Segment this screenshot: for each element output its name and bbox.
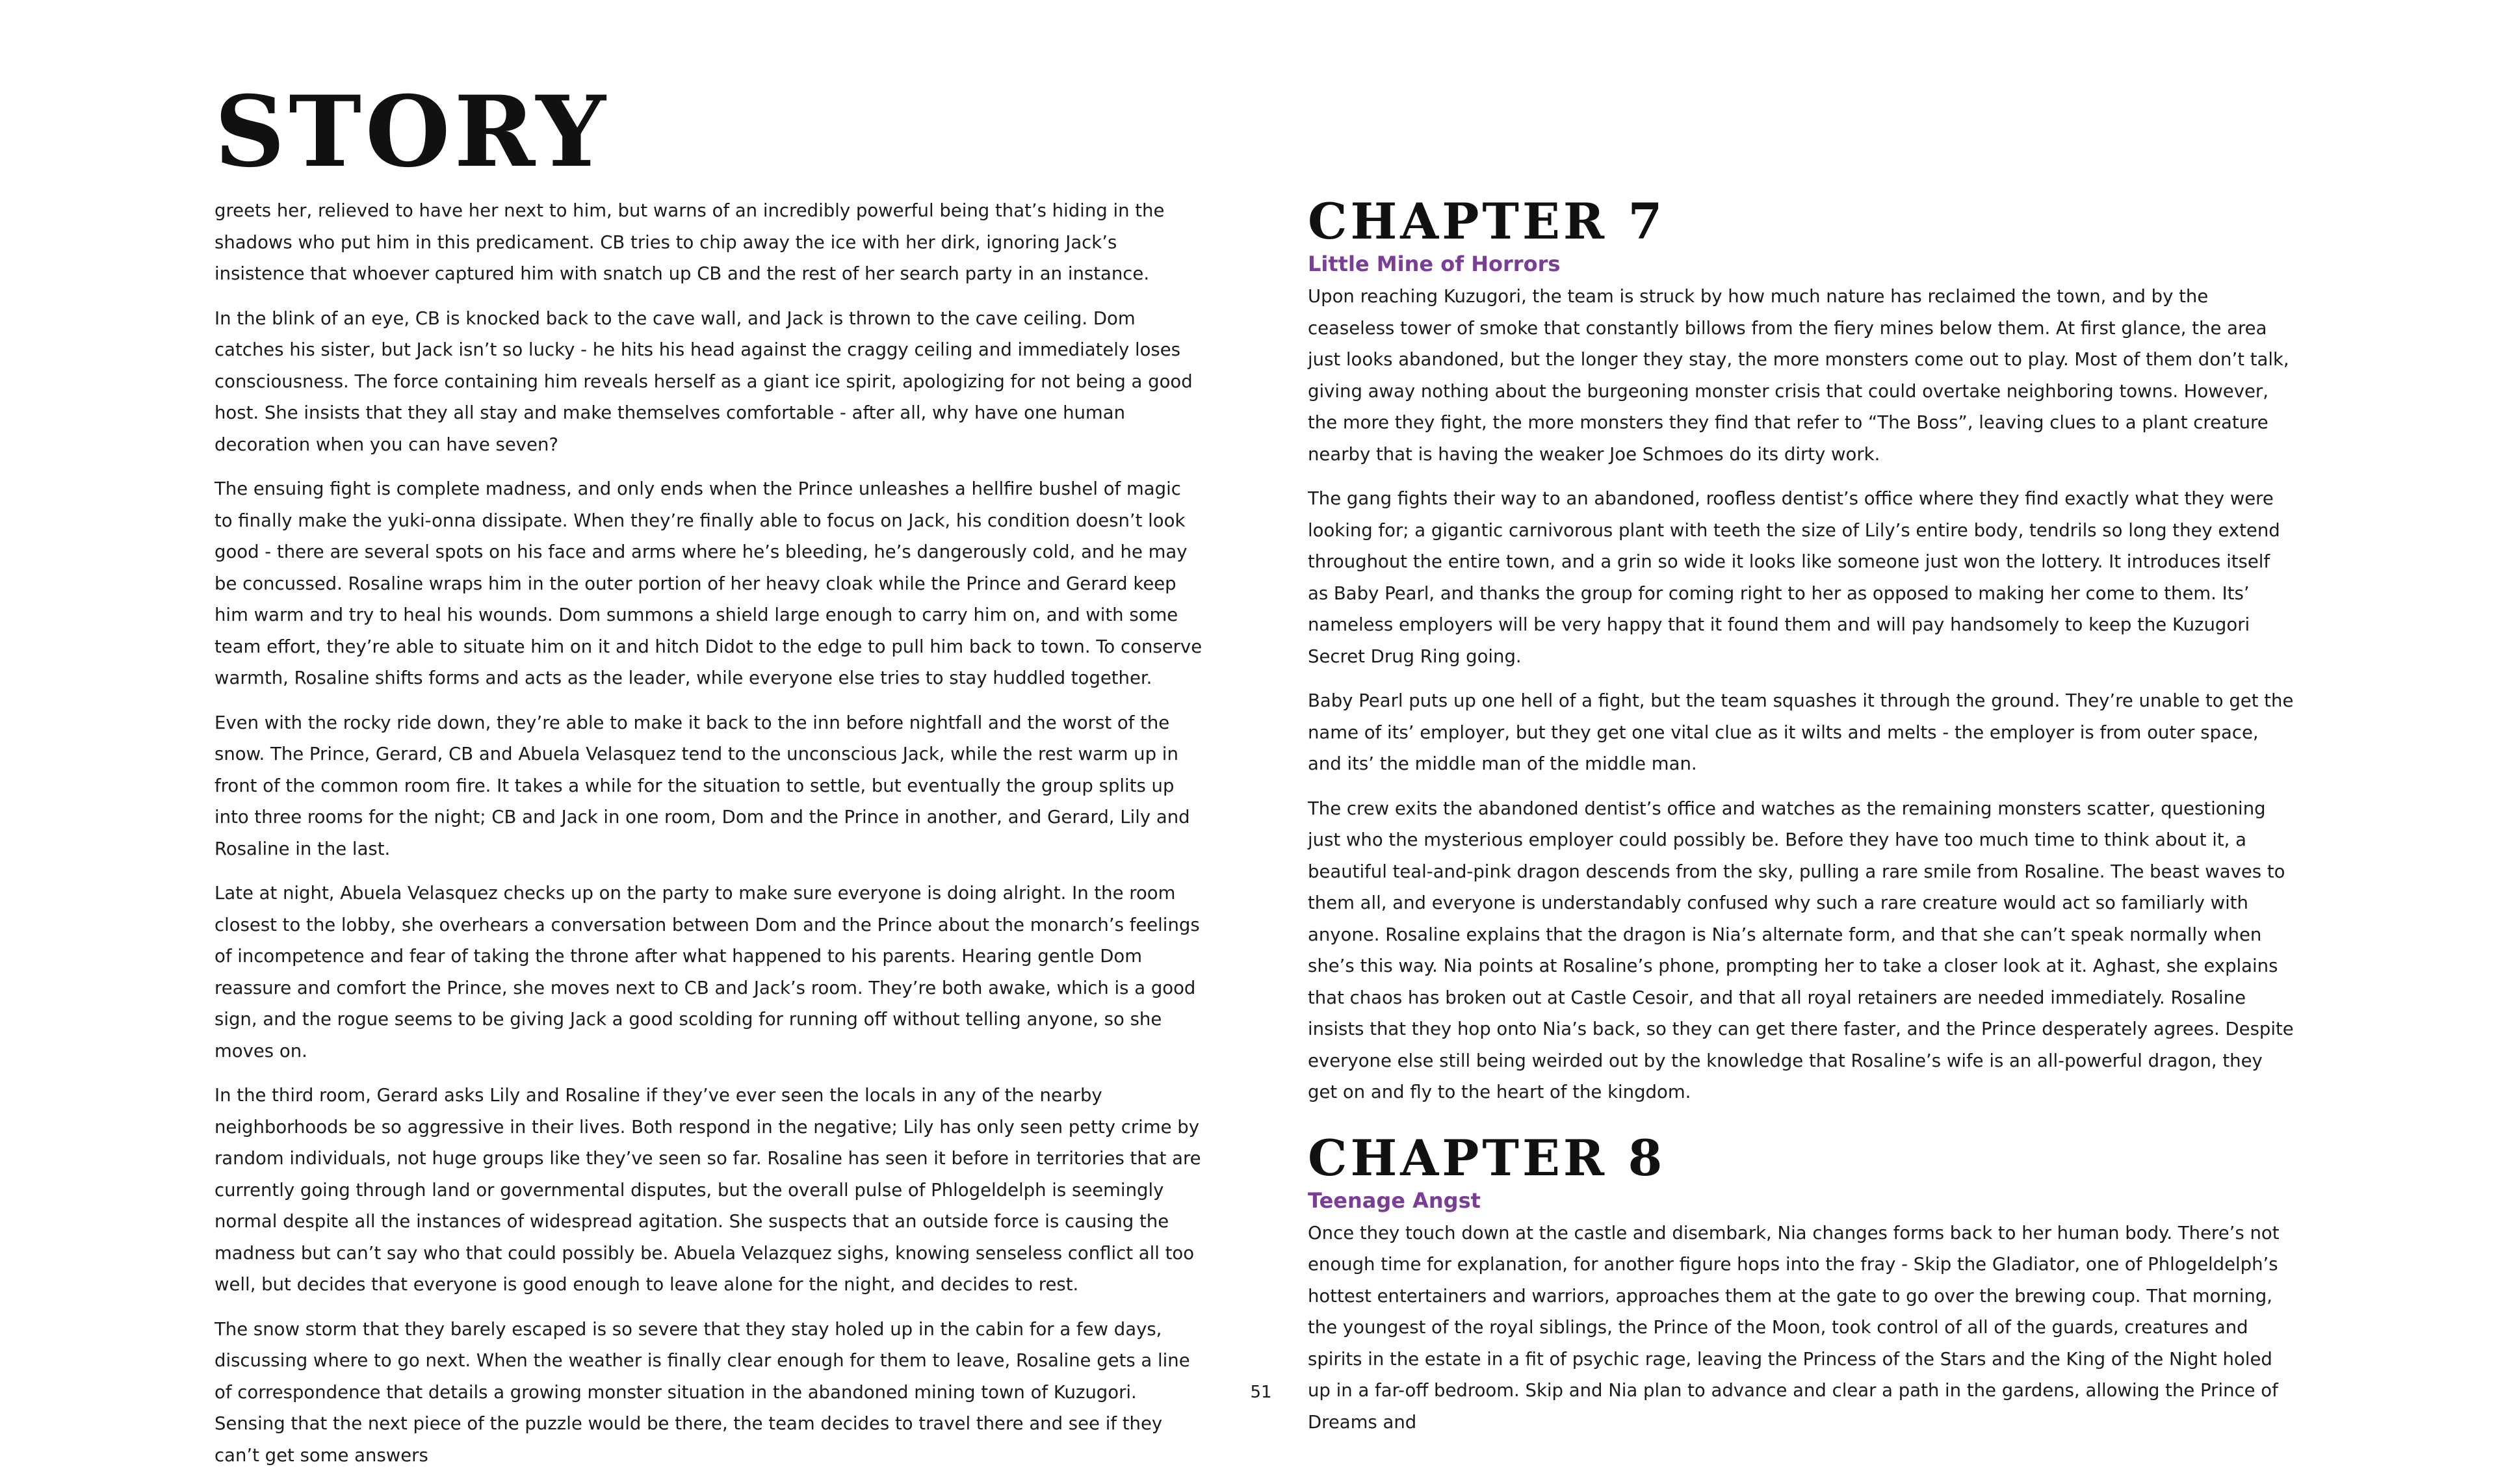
left-column <box>214 195 1202 1484</box>
page-title: STORY <box>214 75 610 189</box>
body-paragraph: Baby Pearl puts up one hell of a fight, but the team squashes it through the ground. They’re unable to get the name of its’ employer, but they get one vital clue as it wilts and melts - the employer is from outer space, and its’ the middle man of the middle man. <box>1308 690 2294 774</box>
chapter-subtitle: Little Mine of Horrors <box>1308 252 1561 276</box>
chapter-8-section <box>1308 1128 2296 1438</box>
body-paragraph: greets her, relieved to have her next to him, but warns of an incredibly powerful being that’s hiding in the shadows who put him in this predicament. CB tries to chip away the ice with her dirk, ignoring Jack’s insistence that whoever captured him with snatch up CB and the rest of her search party in an instance. <box>214 200 1165 284</box>
right-column <box>1308 192 2296 1451</box>
body-paragraph: The gang fights their way to an abandoned, roofless dentist’s office where they find exactly what they were looking for; a gigantic carnivorous plant with teeth the size of Lily’s entire body, tendrils so long they extend throughout the entire town, and a grin so wide it looks like someone just won the lottery. It introduces itself as Baby Pearl, and thanks the group for coming right to her as opposed to making her come to them. Its’ nameless employers will be very happy that it found them and will pay handsomely to keep the Kuzugori Secret Drug Ring going. <box>1308 488 2280 667</box>
body-paragraph: Once they touch down at the castle and disembark, Nia changes forms back to her human body. There’s not enough time for explanation, for another figure hops into the fray - Skip the Gladiator, one of Phlogeldelph’s hottest entertainers and warriors, approaches them at the gate to go over the brewing coup. That morning, the youngest of the royal siblings, the Prince of the Moon, took control of all of the guards, creatures and spirits in the estate in a fit of psychic rage, leaving the Princess of the Stars and the King of the Night holed up in a far-off bedroom. Skip and Nia plan to advance and clear a path in the gardens, allowing the Prince of Dreams and <box>1308 1222 2280 1433</box>
chapter-7-section <box>1308 192 2296 1108</box>
body-paragraph: The snow storm that they barely escaped is so severe that they stay holed up in the cabin for a few days, discussing where to go next. When the weather is finally clear enough for them to leave, Rosaline gets a line of correspondence that details a growing monster situation in the abandoned mining town of Kuzugori. Sensing that the next piece of the puzzle would be there, the team decides to travel there and see if they can’t get some answers <box>214 1318 1190 1466</box>
chapter-heading: CHAPTER 8 <box>1308 1128 1666 1187</box>
body-paragraph: The ensuing fight is complete madness, and only ends when the Prince unleashes a hellfire bushel of magic to finally make the yuki-onna dissipate. When they’re finally able to focus on Jack, his condition doesn’t look good - there are several spots on his face and arms where he’s bleeding, he’s dangerously cold, and he may be concussed. Rosaline wraps him in the outer portion of her heavy cloak while the Prince and Gerard keep him warm and try to heal his wounds. Dom summons a shield large enough to carry him on, and with some team effort, they’re able to situate him on it and hitch Didot to the edge to pull him back to town. To conserve warmth, Rosaline shifts forms and acts as the leader, while everyone else tries to stay huddled together. <box>214 478 1202 688</box>
chapter-subtitle: Teenage Angst <box>1308 1188 1481 1213</box>
body-paragraph: Late at night, Abuela Velasquez checks up on the party to make sure everyone is doing alright. In the room closest to the lobby, she overhears a conversation between Dom and the Prince about the monarch’s feelings of incompetence and fear of taking the throne after what happened to his parents. Hearing gentle Dom reassure and comfort the Prince, she moves next to CB and Jack’s room. They’re both awake, which is a good sign, and the rogue seems to be giving Jack a good scolding for running off without telling anyone, so she moves on. <box>214 883 1200 1061</box>
body-paragraph: Upon reaching Kuzugori, the team is struck by how much nature has reclaimed the town, and by the ceaseless tower of smoke that constantly billows from the fiery mines below them. At first glance, the area just looks abandoned, but the longer they stay, the more monsters come out to play. Most of them don’t talk, giving away nothing about the burgeoning monster crisis that could overtake neighboring towns. However, the more they fight, the more monsters they find that refer to “The Boss”, leaving clues to a plant creature nearby that is having the weaker Joe Schmoes do its dirty work. <box>1308 286 2289 465</box>
body-paragraph: Even with the rocky ride down, they’re able to make it back to the inn before nightfall and the worst of the snow. The Prince, Gerard, CB and Abuela Velasquez tend to the unconscious Jack, while the rest warm up in front of the common room fire. It takes a while for the situation to settle, but eventually the group splits up into three rooms for the night; CB and Jack in one room, Dom and the Prince in another, and Gerard, Lily and Rosaline in the last. <box>214 712 1190 859</box>
body-paragraph: In the blink of an eye, CB is knocked back to the cave wall, and Jack is thrown to the cave ceiling. Dom catches his sister, but Jack isn’t so lucky - he hits his head against the craggy ceiling and immediately loses consciousness. The force containing him reveals herself as a giant ice spirit, apologizing for not being a good host. She insists that they all stay and make themselves comfortable - after all, why have one human decoration when you can have seven? <box>214 307 1193 455</box>
chapter-heading: CHAPTER 7 <box>1308 192 1666 250</box>
page-number: 51 <box>1250 1383 1272 1402</box>
body-paragraph: In the third room, Gerard asks Lily and Rosaline if they’ve ever seen the locals in any of the nearby neighborhoods be so aggressive in their lives. Both respond in the negative; Lily has only seen petty crime by random individuals, not huge groups like they’ve seen so far. Rosaline has seen it before in territories that are currently going through land or governmental disputes, but the overall pulse of Phlogeldelph is seemingly normal despite all the instances of widespread agitation. She suspects that an outside force is causing the madness but can’t say who that could possibly be. Abuela Velazquez sighs, knowing senseless conflict all too well, but decides that everyone is good enough to leave alone for the night, and decides to rest. <box>214 1085 1201 1295</box>
body-paragraph: The crew exits the abandoned dentist’s office and watches as the remaining monsters scatter, questioning just who the mysterious employer could possibly be. Before they have too much time to think about it, a beautiful teal-and-pink dragon descends from the sky, pulling a rare smile from Rosaline. The beast waves to them all, and everyone is understandably confused why such a rare creature would act so familiarly with anyone. Rosaline explains that the dragon is Nia’s alternate form, and that she can’t speak normally when she’s this way. Nia points at Rosaline’s phone, prompting her to take a closer look at it. Aghast, she explains that chaos has broken out at Castle Cesoir, and that all royal retainers are needed immediately. Rosaline insists that they hop onto Nia’s back, so they can get there faster, and the Prince desperately agrees. Despite everyone else still being weirded out by the knowledge that Rosaline’s wife is an all-powerful dragon, they get on and fly to the heart of the kingdom. <box>1308 798 2294 1102</box>
